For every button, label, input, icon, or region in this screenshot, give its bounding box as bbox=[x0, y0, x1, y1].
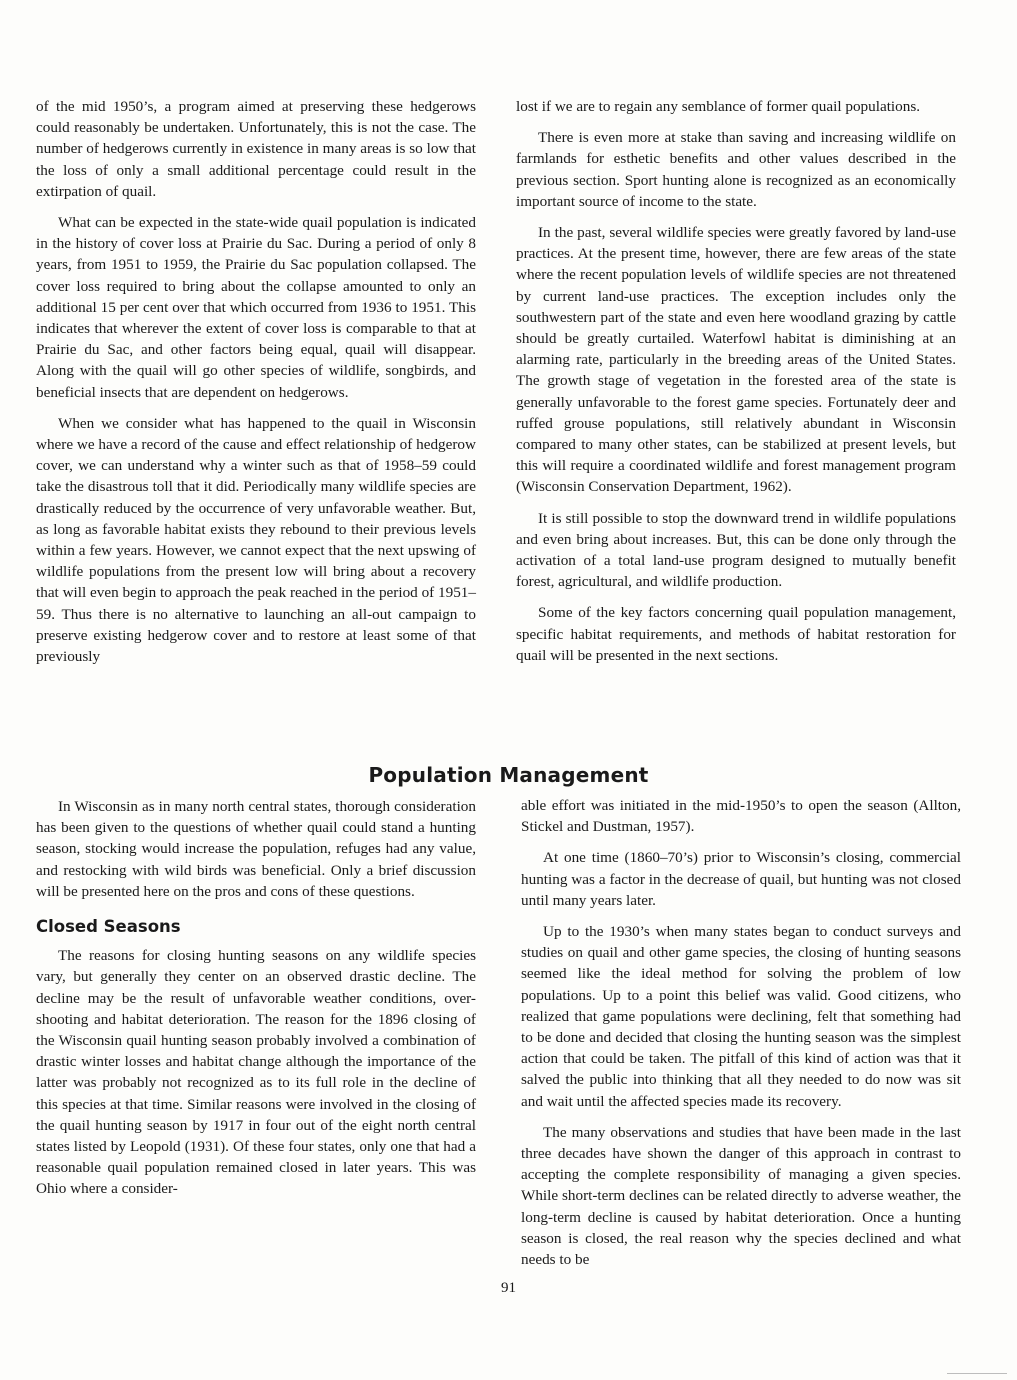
bottom-right-column bbox=[521, 795, 961, 1280]
paragraph: Up to the 1930’s when many states began to conduct surveys and studies on quail and other game species, the closing of hunting seasons seemed like the ideal method for solving the problem of low populations. Up to a point this belief was valid. Good citizens, who realized that game populations were declining, felt that something had to be done and decided that closing the hunting season was the simplest action that could be taken. The pitfall of this kind of action was that it salved the public into thinking that all they needed to do now was sit and wait until the affected species made its recovery. bbox=[521, 923, 961, 1110]
bottom-left-column bbox=[36, 796, 476, 1210]
paragraph: The many observations and studies that have been made in the last three decades have shown the danger of this approach in contrast to accepting the complete responsibility of managing a given species. While short-term declines can be related directly to adverse weather, the long-term decline is caused by habitat deterioration. Once a hunting season is closed, the real reason why the species declined and what needs to be bbox=[521, 1123, 961, 1269]
subheading: Closed Seasons bbox=[36, 917, 181, 937]
paragraph: Some of the key factors concerning quail population management, specific habitat requirements, and methods of habitat restoration for quail will be presented in the next sections. bbox=[516, 604, 956, 664]
section-title: Population Management bbox=[368, 763, 649, 787]
paragraph: The reasons for closing hunting seasons on any wildlife species vary, but generally they center on an observed drastic decline. The decline may be the result of unfavorable weather conditions, over-shooting and habitat deterioration. The reason for the 1896 closing of the Wisconsin quail hunting season probably involved a combination of drastic winter losses and habitat change although the importance of the latter was probably not recognized as to its full role in the decline of this species at that time. Similar reasons were involved in the closing of the quail hunting season by 1917 in four out of the eight north central states listed by Leopold (1931). Of these four states, only one that had a reasonable quail population remained closed in later years. This was Ohio where a consider- bbox=[36, 947, 476, 1198]
top-left-column bbox=[36, 96, 476, 677]
top-right-column bbox=[516, 96, 956, 676]
page-number: 91 bbox=[501, 1280, 516, 1296]
paragraph: When we consider what has happened to the quail in Wisconsin where we have a record of the cause and effect relationship of hedgerow cover, we can understand why a winter such as that of 1958–59 could take the disastrous toll that it did. Periodically many wildlife species are drastically reduced by the occurrence of very unfavorable weather. But, as long as favorable habitat exists they rebound to their previous levels within a few years. However, we cannot expect that the next upswing of wildlife populations from the present low will bring about a recovery that will even begin to approach the peak reached in the period of 1951–59. Thus there is no alternative to launching an all-out campaign to preserve existing hedgerow cover and to restore at least some of that previously bbox=[36, 414, 476, 666]
paragraph: lost if we are to regain any semblance of former quail populations. bbox=[516, 98, 921, 115]
paragraph: able effort was initiated in the mid-1950’s to open the season (Allton, Stickel and Dustman, 1957). bbox=[521, 797, 961, 836]
paragraph: At one time (1860–70’s) prior to Wisconsin’s closing, commercial hunting was a factor in the decrease of quail, but hunting was not closed until many years later. bbox=[521, 849, 961, 909]
paragraph: What can be expected in the state-wide quail population is indicated in the history of cover loss at Prairie du Sac. During a period of only 8 years, from 1951 to 1959, the Prairie du Sac population collapsed. The cover loss required to bring about the collapse amounted to only an additional 15 per cent over that which occurred from 1936 to 1951. This indicates that wherever the extent of cover loss is comparable to that at Prairie du Sac, and other factors being equal, quail will disappear. Along with the quail will go other species of wildlife, songbirds, and beneficial insects that are dependent on hedgerows. bbox=[36, 214, 476, 401]
paragraph: There is even more at stake than saving and increasing wildlife on farmlands for esthetic benefits and other values described in the previous section. Sport hunting alone is recognized as an economically important source of income to the state. bbox=[516, 129, 956, 210]
paragraph: In the past, several wildlife species were greatly favored by land-use practices. At the present time, however, there are few areas of the state where the recent population levels of wildlife species are not threatened by current land-use practices. The exception includes only the southwestern part of the state and even here woodland grazing by cattle should be greatly curtailed. Waterfowl habitat is diminishing at an alarming rate, particularly in the breeding areas of the United States. The growth stage of vegetation in the forested area of the state is generally unfavorable to the forest game species. Fortunately deer and ruffed grouse populations, still relatively abundant in Wisconsin compared to many other states, can be stabilized at present levels, but this will require a coordinated wildlife and forest management program (Wisconsin Conservation Department, 1962). bbox=[516, 224, 956, 496]
paragraph: It is still possible to stop the downward trend in wildlife populations and even bring about increases. But, this can be done only through the activation of a total land-use program designed to mutually benefit forest, agricultural, and wildlife production. bbox=[516, 509, 956, 591]
paragraph: of the mid 1950’s, a program aimed at preserving these hedgerows could reasonably be undertaken. Unfortunately, this is not the case. The number of hedgerows currently in existence in many areas is so low that the loss of only a small additional percentage could result in the extirpation of quail. bbox=[36, 98, 476, 200]
paragraph: In Wisconsin as in many north central states, thorough consideration has been given to the questions of whether quail could stand a hunting season, stocking would increase the population, refuges had any value, and restocking with wild birds was beneficial. Only a brief discussion will be presented here on the pros and cons of these questions. bbox=[36, 798, 476, 900]
scan-edge-rule bbox=[947, 1373, 1007, 1374]
